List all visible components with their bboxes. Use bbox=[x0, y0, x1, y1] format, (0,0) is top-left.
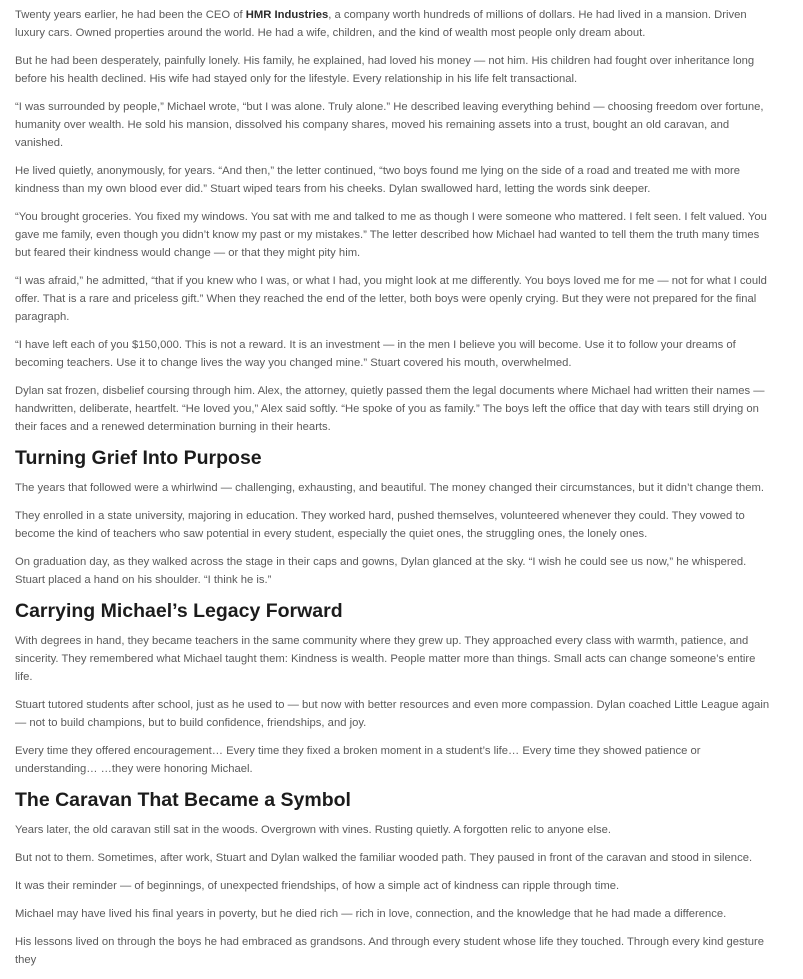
paragraph: Years later, the old caravan still sat in the woods. Overgrown with vines. Rusting quietly. A forgotten relic to anyone else. bbox=[15, 824, 611, 836]
paragraph: “I was surrounded by people,” Michael wrote, “but I was alone. Truly alone.” He described leaving everything behind — choosing freedom over fortune, humanity over wealth. He sold his mansion, dissolved his company shares, moved his remaining assets into a trust, bought an old caravan, and vanished. bbox=[15, 101, 764, 149]
article-body bbox=[15, 6, 772, 979]
paragraph: Michael may have lived his final years in poverty, but he died rich — rich in love, connection, and the knowledge that he had made a difference. bbox=[15, 908, 727, 920]
paragraph: Dylan sat frozen, disbelief coursing through him. Alex, the attorney, quietly passed them the legal documents where Michael had written their names — handwritten, deliberate, heartfelt. “He loved you,” Alex said softly. “He spoke of you as family.” The boys left the office that day with tears still drying on their faces and a renewed determination burning in their hearts. bbox=[15, 385, 765, 433]
paragraph: On graduation day, as they walked across the stage in their caps and gowns, Dylan glanced at the sky. “I wish he could see us now,” he whispered. Stuart placed a hand on his shoulder. “I think he is.” bbox=[15, 556, 747, 586]
paragraph-lead: Twenty years earlier, he had been the CEO of bbox=[15, 9, 246, 21]
paragraph-rest: , a company worth hundreds of millions of dollars. He had lived in a mansion. Driven luxury cars. Owned properties around the world. He had a wife, children, and the kind of wealth most people only dream about. bbox=[15, 9, 747, 39]
paragraph: “I have left each of you $150,000. This is not a reward. It is an investment — in the men I believe you will become. Use it to follow your dreams of becoming teachers. Use it to change lives the way you changed mine.” Stuart covered his mouth, overwhelmed. bbox=[15, 339, 736, 369]
section-heading: The Caravan That Became a Symbol bbox=[15, 789, 351, 811]
company-name: HMR Industries bbox=[245, 9, 329, 21]
paragraph: They enrolled in a state university, majoring in education. They worked hard, pushed themselves, volunteered whenever they could. They vowed to become the kind of teachers who saw potential in every student, especially the quiet ones, the struggling ones, the lonely ones. bbox=[15, 510, 745, 540]
section-heading: Carrying Michael’s Legacy Forward bbox=[15, 600, 343, 622]
paragraph: But he had been desperately, painfully lonely. His family, he explained, had loved his money — not him. His children had fought over inheritance long before his health declined. His wife had stayed only for the lifestyle. Every relationship in his life felt transactional. bbox=[15, 55, 755, 85]
paragraph: His lessons lived on through the boys he had embraced as grandsons. And through every student whose life they touched. Through every kind gesture they bbox=[15, 936, 765, 966]
paragraph: But not to them. Sometimes, after work, Stuart and Dylan walked the familiar wooded path. They paused in front of the caravan and stood in silence. bbox=[15, 852, 753, 864]
paragraph: Every time they offered encouragement… Every time they fixed a broken moment in a student’s life… Every time they showed patience or understanding… …they were honoring Michael. bbox=[15, 745, 701, 775]
paragraph: It was their reminder — of beginnings, of unexpected friendships, of how a simple act of kindness can ripple through time. bbox=[15, 880, 620, 892]
paragraph: With degrees in hand, they became teachers in the same community where they grew up. They approached every class with warmth, patience, and sincerity. They remembered what Michael taught them: Kindness is wealth. People matter more than things. Small acts can change someone’s entire life. bbox=[15, 635, 756, 683]
paragraph: “You brought groceries. You fixed my windows. You sat with me and talked to me as though I were someone who mattered. I felt seen. I felt valued. You gave me family, even though you didn’t know my past or my mistakes.” The letter described how Michael had wanted to tell them the truth many times but feared their kindness would change — or that they might pity him. bbox=[15, 211, 767, 259]
paragraph: The years that followed were a whirlwind — challenging, exhausting, and beautiful. The money changed their circumstances, but it didn’t change them. bbox=[15, 482, 764, 494]
section-heading: Turning Grief Into Purpose bbox=[15, 447, 262, 469]
paragraph: “I was afraid,” he admitted, “that if you knew who I was, or what I had, you might look at me differently. You boys loved me for me — not for what I could offer. That is a rare and priceless gift.” When they reached the end of the letter, both boys were openly crying. But they were not prepared for the final paragraph. bbox=[15, 275, 767, 323]
paragraph: Stuart tutored students after school, just as he used to — but now with better resources and even more compassion. Dylan coached Little League again — not to build champions, but to build confidence, friendships, and joy. bbox=[15, 699, 770, 729]
paragraph: He lived quietly, anonymously, for years. “And then,” the letter continued, “two boys found me lying on the side of a road and treated me with more kindness than my own blood ever did.” Stuart wiped tears from his cheeks. Dylan swallowed hard, letting the words sink deeper. bbox=[15, 165, 740, 195]
paragraph bbox=[15, 6, 772, 42]
